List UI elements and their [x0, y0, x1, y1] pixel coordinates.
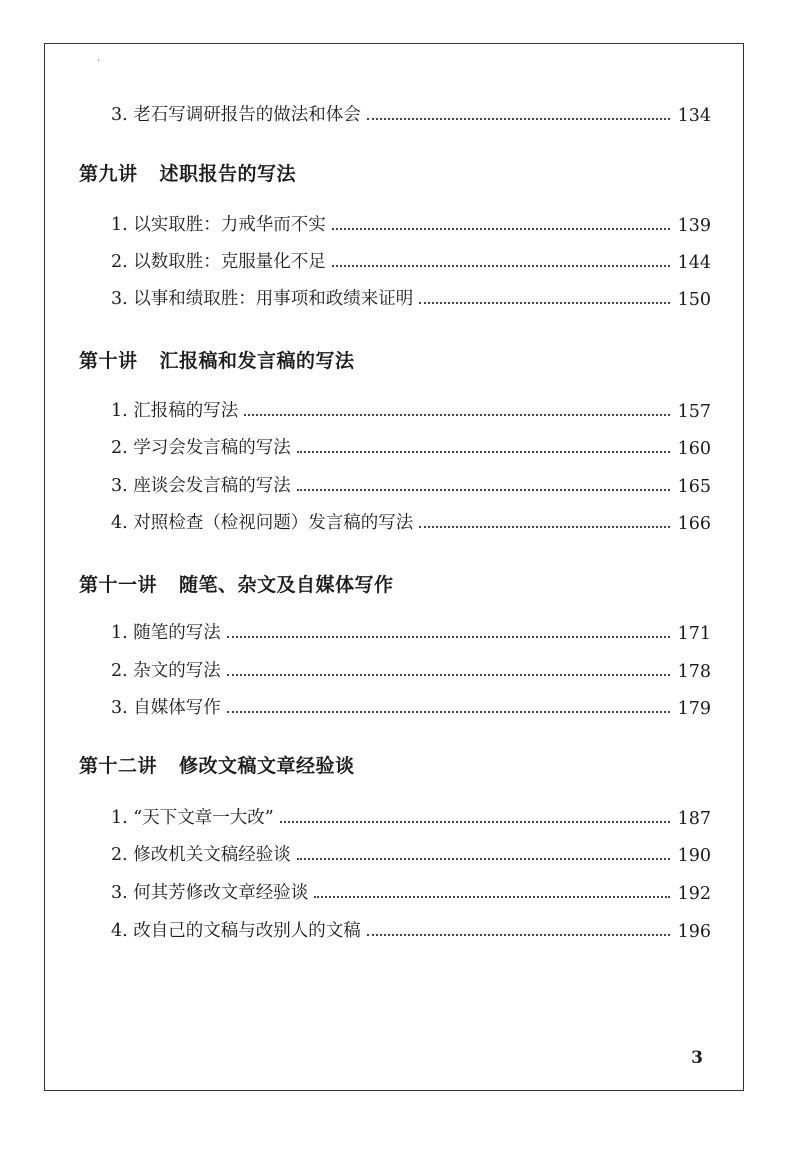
chapter-number: 第九讲 [79, 163, 138, 185]
dot-leader [367, 118, 670, 120]
toc-entry-page: 160 [677, 439, 711, 459]
dot-leader [297, 858, 670, 860]
toc-entry[interactable] [111, 508, 711, 534]
toc-entry-label: 1. 随笔的写法 [111, 623, 221, 643]
toc-entry-label: 4. 对照检查（检视问题）发言稿的写法 [111, 513, 414, 533]
toc-entry-page: 178 [677, 662, 711, 682]
chapter-heading [79, 346, 355, 373]
toc-entry-label: 3. 何其芳修改文章经验谈 [111, 883, 309, 903]
toc-entry[interactable] [111, 916, 711, 942]
chapter-title: 汇报稿和发言稿的写法 [159, 350, 355, 372]
toc-entry-page: 190 [677, 846, 711, 866]
toc-entry-label: 1. “天下文章一大改” [111, 808, 274, 828]
toc-entry[interactable] [111, 803, 711, 829]
chapter-heading [79, 751, 355, 778]
toc-entry-page: 157 [677, 402, 711, 422]
toc-entry-page: 171 [677, 624, 711, 644]
page-frame [44, 43, 744, 1091]
toc-entry-page: 134 [677, 106, 711, 126]
page-number: 3 [691, 1048, 703, 1068]
toc-entry-label: 3. 老石写调研报告的做法和体会 [111, 105, 361, 125]
toc-entry-page: 150 [677, 290, 711, 310]
toc-entry[interactable] [111, 618, 711, 644]
toc-entry-page: 144 [677, 253, 711, 273]
toc-entry[interactable] [111, 840, 711, 866]
dot-leader [227, 636, 670, 638]
toc-entry[interactable] [111, 247, 711, 273]
table-of-contents [45, 44, 743, 1090]
chapter-heading [79, 570, 394, 597]
chapter-number: 第十讲 [79, 350, 138, 372]
dot-leader [227, 711, 670, 713]
toc-entry[interactable] [111, 656, 711, 682]
toc-entry-page: 166 [677, 514, 711, 534]
dot-leader [332, 228, 670, 230]
toc-entry-page: 139 [677, 216, 711, 236]
toc-entry-label: 2. 学习会发言稿的写法 [111, 438, 291, 458]
toc-entry[interactable] [111, 433, 711, 459]
dot-leader [419, 302, 669, 304]
chapter-heading [79, 159, 296, 186]
page-speck: · [97, 56, 101, 67]
toc-entry-page: 179 [677, 699, 711, 719]
dot-leader [332, 265, 670, 267]
chapter-number: 第十一讲 [79, 574, 158, 596]
dot-leader [227, 674, 670, 676]
toc-entry[interactable] [111, 284, 711, 310]
toc-entry-label: 2. 杂文的写法 [111, 661, 221, 681]
toc-entry-label: 1. 以实取胜：力戒华而不实 [111, 215, 326, 235]
toc-entry-page: 192 [677, 884, 711, 904]
toc-entry[interactable] [111, 396, 711, 422]
toc-entry[interactable] [111, 471, 711, 497]
dot-leader [419, 526, 669, 528]
toc-entry[interactable] [111, 878, 711, 904]
dot-leader [314, 896, 669, 898]
toc-entry-label: 2. 以数取胜：克服量化不足 [111, 252, 326, 272]
dot-leader [297, 489, 670, 491]
toc-entry-page: 165 [677, 477, 711, 497]
toc-entry-label: 3. 自媒体写作 [111, 698, 221, 718]
toc-entry-label: 3. 以事和绩取胜：用事项和政绩来证明 [111, 289, 414, 309]
toc-entry[interactable] [111, 210, 711, 236]
chapter-title: 修改文稿文章经验谈 [179, 755, 355, 777]
dot-leader [297, 451, 670, 453]
dot-leader [280, 821, 670, 823]
dot-leader [244, 414, 669, 416]
toc-entry-label: 4. 改自己的文稿与改别人的文稿 [111, 921, 361, 941]
toc-entry[interactable] [111, 100, 711, 126]
toc-entry-page: 187 [677, 809, 711, 829]
toc-entry-label: 3. 座谈会发言稿的写法 [111, 476, 291, 496]
dot-leader [367, 934, 670, 936]
toc-entry-label: 2. 修改机关文稿经验谈 [111, 845, 291, 865]
toc-entry-label: 1. 汇报稿的写法 [111, 401, 239, 421]
chapter-title: 述职报告的写法 [159, 163, 297, 185]
toc-entry-page: 196 [677, 922, 711, 942]
chapter-number: 第十二讲 [79, 755, 158, 777]
toc-entry[interactable] [111, 693, 711, 719]
chapter-title: 随笔、杂文及自媒体写作 [179, 574, 394, 596]
